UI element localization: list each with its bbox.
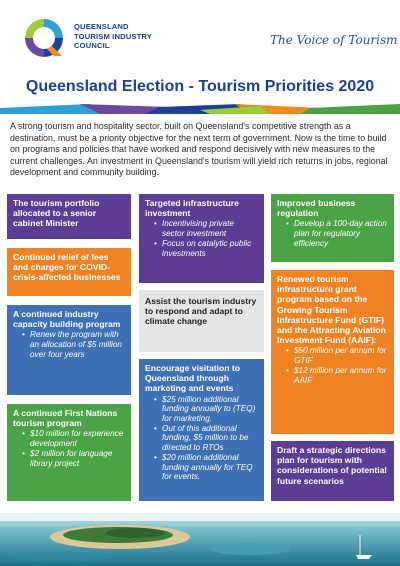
list-item: • $25 million additional funding annually to (TEQ) for marketing. xyxy=(154,395,258,424)
list-item: • $10 million for experience development xyxy=(22,429,125,448)
qtic-logo-icon xyxy=(22,16,66,60)
box-list xyxy=(277,219,388,248)
org-line-3: COUNCIL xyxy=(74,41,110,51)
organisation-name xyxy=(74,22,152,51)
priority-box-capacity-building xyxy=(7,305,131,395)
box-list xyxy=(13,429,125,468)
tagline: The Voice of Tourism xyxy=(270,33,398,47)
priority-box-climate-change xyxy=(139,290,264,352)
list-item: • Incentivising private sector investment xyxy=(154,219,258,238)
box-title: Draft a strategic directions plan for tourism with considerations of potential future scenarios xyxy=(277,445,387,486)
box-list xyxy=(145,219,258,258)
box-title: Assist the tourism industry to respond and adapt to climate change xyxy=(145,296,257,327)
priority-box-strategic-plan xyxy=(271,441,394,501)
org-line-1: QUEENSLAND xyxy=(74,22,129,31)
list-item: • $50 million per annum for GTIF xyxy=(286,346,388,365)
box-title: The tourism portfolio allocated to a senior cabinet Minister xyxy=(13,198,100,229)
box-title: Targeted infrastructure investment xyxy=(145,198,239,219)
box-title: Continued relief of fees and charges for COVID-crisis-affected businesses xyxy=(13,252,121,283)
reef-island-image xyxy=(0,513,400,566)
priority-box-infrastructure-investment xyxy=(139,194,264,283)
box-title: Improved business regulation xyxy=(277,198,356,219)
priority-box-first-nations xyxy=(7,404,131,501)
list-item: • Renew the program with an allocation of $5 million over four years xyxy=(22,330,125,359)
header xyxy=(0,0,400,76)
box-list xyxy=(145,395,258,482)
list-item: • $20 million additional funding annually for TEQ for events. xyxy=(154,453,258,482)
priority-box-business-regulation xyxy=(271,194,394,262)
box-title: Renewed tourism infrastructure grant program based on the Growing Tourism Infrastructure Fund (GTIF) and the Attracting Aviation Investment Fund (AAIF): xyxy=(277,274,386,346)
list-item: • $12 million per annum for AAIF xyxy=(286,366,388,385)
decorative-stripe xyxy=(0,104,400,114)
priority-box-tourism-portfolio xyxy=(7,194,131,239)
box-title: Encourage visitation to Queensland through marketing and events xyxy=(145,363,241,394)
priority-box-fee-relief xyxy=(7,248,131,296)
intro-paragraph: A strong tourism and hospitality sector, built on Queensland's competitive strength as a destination, must be a priority objective for the next term of government. Now is the time to build on programs and policies that have worked and respond decisively with new measures to the current challenges. An investment in Queensland's tourism will yield rich returns in jobs, regional development and community building. xyxy=(10,121,388,178)
box-list xyxy=(13,330,125,359)
priority-box-infrastructure-grants xyxy=(271,270,394,434)
list-item: • Out of this additional funding, $5 million to be directed to RTOs xyxy=(154,424,258,453)
list-item: • $2 million for language library project xyxy=(22,449,125,468)
box-title: A continued First Nations tourism program xyxy=(13,408,118,429)
box-title: A continued industry capacity building program xyxy=(13,309,121,330)
list-item: • Focus on catalytic public investments xyxy=(154,239,258,258)
org-line-2: TOURISM INDUSTRY xyxy=(74,31,152,41)
box-list xyxy=(277,346,388,385)
page-title: Queensland Election - Tourism Priorities 2020 xyxy=(25,78,375,95)
list-item: • Develop a 100-day action plan for regulatory efficiency xyxy=(286,219,388,248)
priority-box-marketing-events xyxy=(139,359,264,501)
